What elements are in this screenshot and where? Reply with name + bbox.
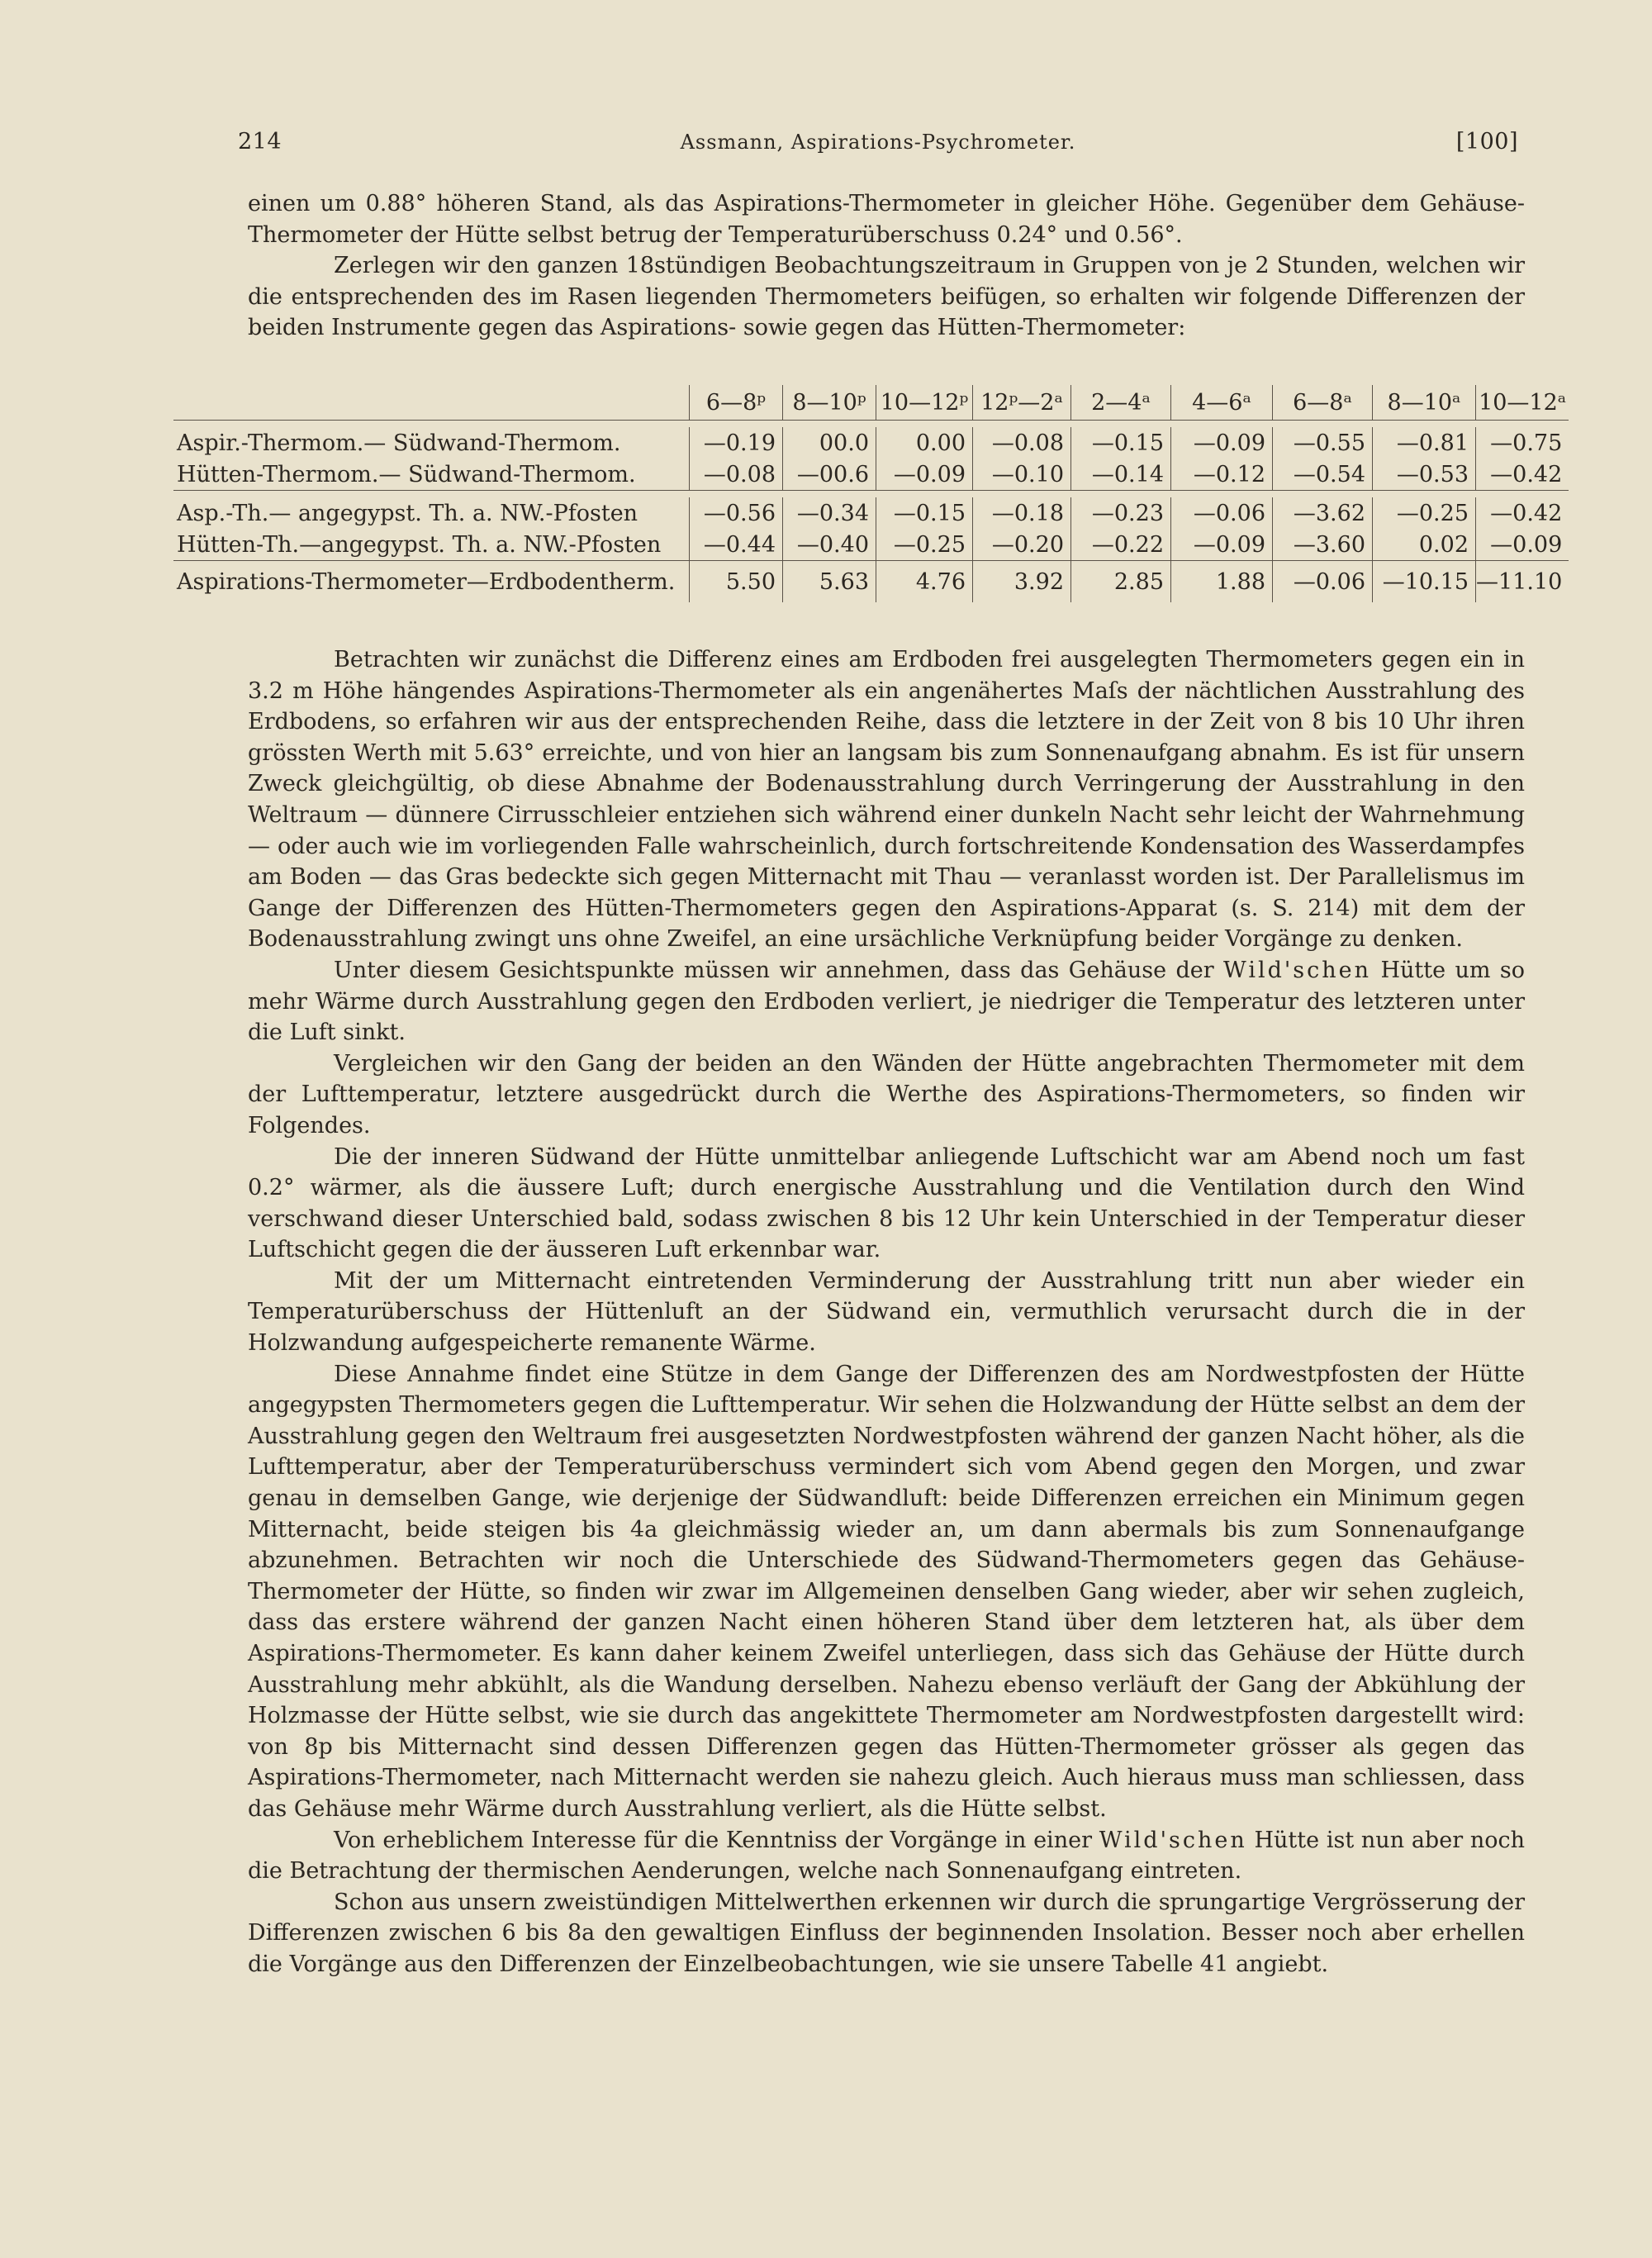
table-cell: —0.56 bbox=[690, 497, 783, 529]
bracket-page-number: [100] bbox=[1455, 129, 1518, 154]
table-row bbox=[173, 529, 1569, 561]
table-cell: —0.19 bbox=[690, 427, 783, 459]
paragraph: Mit der um Mitternacht eintretenden Verminderung der Ausstrahlung tritt nun aber wieder ein Temperaturüberschuss der Hüttenluft an der Südwand ein, vermuthlich verursacht durch die in der Holzwandung aufgespeicherte remanente Wärme. bbox=[248, 1267, 1525, 1357]
table-cell: 2.85 bbox=[1071, 561, 1171, 603]
text-run: Hütte ist nun aber noch die Betrachtung der thermischen Aenderungen, welche nach Sonnenaufgang eintreten. bbox=[248, 1827, 1525, 1885]
table-row bbox=[173, 497, 1569, 529]
header-blank-cell bbox=[173, 385, 690, 421]
paragraph: Die der inneren Südwand der Hütte unmittelbar anliegende Luftschicht war am Abend noch um fast 0.2° wärmer, als die äussere Luft; durch energische Ausstrahlung und die Ventilation durch den Wind verschwand dieser Unterschied bald, sodass zwischen 8 bis 12 Uhr kein Unterschied in der Temperatur dieser Luftschicht gegen die der äusseren Luft erkennbar war. bbox=[248, 1143, 1525, 1263]
paragraph bbox=[248, 1825, 1525, 1887]
table-cell: —0.75 bbox=[1476, 427, 1569, 459]
table-cell: —0.10 bbox=[973, 459, 1071, 491]
column-header: 10—12ᵖ bbox=[876, 385, 973, 421]
table-cell: —0.54 bbox=[1273, 459, 1373, 491]
table-cell: 5.50 bbox=[690, 561, 783, 603]
running-title: Assmann, Aspirations-Psychrometer. bbox=[680, 131, 1076, 154]
table-header-row bbox=[173, 385, 1569, 421]
paragraph: einen um 0.88° höheren Stand, als das Aspirations-Thermometer in gleicher Höhe. Gegenüber dem Gehäuse-Thermometer der Hütte selbst betrug der Temperaturüberschuss 0.24° und 0.56°. bbox=[248, 191, 1525, 248]
table-cell: —0.34 bbox=[783, 497, 876, 529]
table-cell: 4.76 bbox=[876, 561, 973, 603]
paragraph: Betrachten wir zunächst die Differenz eines am Erdboden frei ausgelegten Thermometers gegen ein in 3.2 m Höhe hängendes Aspirations-Thermometer als ein angenähertes Maſs der nächtlichen Ausstrahlung des Erdbodens, so erfahren wir aus der entsprechenden Reihe, dass die letztere in der Zeit von 8 bis 10 Uhr ihren grössten Werth mit 5.63° erreichte, und von hier an langsam bis zum Sonnenaufgang abnahm. Es ist für unsern Zweck gleichgültig, ob diese Abnahme der Bodenausstrahlung durch Verringerung der Ausstrahlung in den Weltraum — dünnere Cirrusschleier entziehen sich während einer dunkeln Nacht sehr leicht der Wahrnehmung — oder auch wie im vorliegenden Falle wahrscheinlich, durch fortschreitende Kondensation des Wasserdampfes am Boden — das Gras bedeckte sich gegen Mitternacht mit Thau — veranlasst worden ist. Der Parallelismus im Gange der Differenzen des Hütten-Thermometers gegen den Aspirations-Apparat (s. S. 214) mit dem der Bodenausstrahlung zwingt uns ohne Zweifel, an eine ursächliche Verknüpfung beider Vorgänge zu denken. bbox=[248, 647, 1525, 953]
table-cell: —0.08 bbox=[973, 427, 1071, 459]
table-cell: —3.60 bbox=[1273, 529, 1373, 561]
table-cell: —0.08 bbox=[690, 459, 783, 491]
text-run: Unter diesem Gesichtspunkte müssen wir annehmen, dass das Gehäuse der bbox=[334, 957, 1214, 983]
table-cell: 5.63 bbox=[783, 561, 876, 603]
differences-table bbox=[173, 385, 1569, 602]
table-cell: —3.62 bbox=[1273, 497, 1373, 529]
table-cell: —0.09 bbox=[1171, 529, 1273, 561]
table-cell: —0.09 bbox=[1171, 427, 1273, 459]
table-cell: —0.25 bbox=[876, 529, 973, 561]
table-row bbox=[173, 427, 1569, 459]
row-label: Aspirations-Thermometer—Erdbodentherm. bbox=[177, 568, 676, 595]
table-cell: 0.00 bbox=[876, 427, 973, 459]
table-cell: —0.09 bbox=[876, 459, 973, 491]
table-row bbox=[173, 459, 1569, 491]
paragraph: Diese Annahme findet eine Stütze in dem Gange der Differenzen des am Nordwestpfosten der Hütte angegypsten Thermometers gegen die Lufttemperatur. Wir sehen die Holzwandung der Hütte selbst an dem der Ausstrahlung gegen den Weltraum frei ausgesetzten Nordwestpfosten während der ganzen Nacht höher, als die Lufttemperatur, aber der Temperaturüberschuss vermindert sich vom Abend gegen den Morgen, und zwar genau in demselben Gange, wie derjenige der Südwandluft: beide Differenzen erreichen ein Minimum gegen Mitternacht, beide steigen bis 4a gleichmässig wieder an, um dann abermals bis zum Sonnenaufgange abzunehmen. Betrachten wir noch die Unterschiede des Südwand-Thermometers gegen das Gehäuse-Thermometer der Hütte, so finden wir zwar im Allgemeinen denselben Gang wieder, aber wir sehen zugleich, dass das erstere während der ganzen Nacht einen höheren Stand über dem letzteren hat, als über dem Aspirations-Thermometer. Es kann daher keinem Zweifel unterliegen, dass sich das Gehäuse der Hütte durch Ausstrahlung mehr abkühlt, als die Wandung derselben. Nahezu ebenso verläuft der Gang der Abkühlung der Holzmasse der Hütte selbst, wie sie durch das angekittete Thermometer am Nordwestpfosten dargestellt wird: von 8p bis Mitternacht sind dessen Differenzen gegen das Hütten-Thermometer grösser als gegen das Aspirations-Thermometer, nach Mitternacht werden sie nahezu gleich. Auch hieraus muss man schliessen, dass das Gehäuse mehr Wärme durch Ausstrahlung verliert, als die Hütte selbst. bbox=[248, 1361, 1525, 1822]
table-cell: —0.22 bbox=[1071, 529, 1171, 561]
table-cell: —0.20 bbox=[973, 529, 1071, 561]
row-label: Asp.-Th.— angegypst. Th. a. NW.-Pfosten bbox=[177, 500, 638, 526]
body-text bbox=[248, 644, 1525, 1980]
table-cell: —0.12 bbox=[1171, 459, 1273, 491]
table-cell: —0.14 bbox=[1071, 459, 1171, 491]
table-cell: —0.44 bbox=[690, 529, 783, 561]
table-spacer bbox=[173, 491, 1569, 498]
column-header: 6—8ᵖ bbox=[690, 385, 783, 421]
page-number: 214 bbox=[238, 129, 282, 154]
table-cell: —0.42 bbox=[1476, 459, 1569, 491]
column-header: 8—10ᵖ bbox=[783, 385, 876, 421]
column-header: 4—6ᵃ bbox=[1171, 385, 1273, 421]
table-spacer bbox=[173, 421, 1569, 428]
text-run: Von erheblichem Interesse für die Kenntniss der Vorgänge in einer bbox=[334, 1827, 1092, 1853]
table-cell: 00.0 bbox=[783, 427, 876, 459]
table-cell: —0.42 bbox=[1476, 497, 1569, 529]
table-cell: —0.81 bbox=[1373, 427, 1476, 459]
intro-text bbox=[248, 188, 1525, 344]
running-header bbox=[238, 129, 1518, 162]
table-cell: —0.25 bbox=[1373, 497, 1476, 529]
table-cell: —0.23 bbox=[1071, 497, 1171, 529]
table-cell: —00.6 bbox=[783, 459, 876, 491]
paragraph: Zerlegen wir den ganzen 18stündigen Beobachtungszeitraum in Gruppen von je 2 Stunden, welchen wir die entsprechenden des im Rasen liegenden Thermometers beifügen, so erhalten wir folgende Differenzen der beiden Instrumente gegen das Aspirations- sowie gegen das Hütten-Thermometer: bbox=[248, 253, 1525, 341]
table-cell: —0.55 bbox=[1273, 427, 1373, 459]
column-header: 8—10ᵃ bbox=[1373, 385, 1476, 421]
table-cell: 0.02 bbox=[1373, 529, 1476, 561]
row-label: Aspir.-Thermom.— Südwand-Thermom. bbox=[177, 430, 621, 456]
table-cell: —0.40 bbox=[783, 529, 876, 561]
table-row bbox=[173, 561, 1569, 603]
row-label: Hütten-Thermom.— Südwand-Thermom. bbox=[173, 459, 690, 491]
table-cell: —0.18 bbox=[973, 497, 1071, 529]
column-header: 10—12ᵃ bbox=[1476, 385, 1569, 421]
table-cell: —0.06 bbox=[1171, 497, 1273, 529]
spaced-name: Wild'schen bbox=[1099, 1827, 1247, 1853]
row-label: Hütten-Th.—angegypst. Th. a. NW.-Pfosten bbox=[173, 529, 690, 561]
table-cell: —0.15 bbox=[1071, 427, 1171, 459]
column-header: 6—8ᵃ bbox=[1273, 385, 1373, 421]
column-header: 2—4ᵃ bbox=[1071, 385, 1171, 421]
text-run: Hütte um so mehr Wärme durch Ausstrahlung gegen den Erdboden verliert, je niedriger die Temperatur des letzteren unter die Luft sinkt. bbox=[248, 957, 1525, 1046]
column-header: 12ᵖ—2ᵃ bbox=[973, 385, 1071, 421]
table-cell: —0.15 bbox=[876, 497, 973, 529]
table-cell: —0.06 bbox=[1273, 561, 1373, 603]
table-cell: —0.09 bbox=[1476, 529, 1569, 561]
table-cell: —10.15 bbox=[1373, 561, 1476, 603]
spaced-name: Wild'schen bbox=[1223, 957, 1372, 983]
table-cell: —11.10 bbox=[1476, 561, 1569, 603]
paragraph bbox=[248, 955, 1525, 1048]
table-cell: 3.92 bbox=[973, 561, 1071, 603]
paragraph: Vergleichen wir den Gang der beiden an den Wänden der Hütte angebrachten Thermometer mit dem der Lufttemperatur, letztere ausgedrückt durch die Werthe des Aspirations-Thermometers, so finden wir Folgendes. bbox=[248, 1050, 1525, 1139]
table-cell: 1.88 bbox=[1171, 561, 1273, 603]
paragraph: Schon aus unsern zweistündigen Mittelwerthen erkennen wir durch die sprungartige Vergrösserung der Differenzen zwischen 6 bis 8a den gewaltigen Einfluss der beginnenden Insolation. Besser noch aber erhellen die Vorgänge aus den Differenzen der Einzelbeobachtungen, wie sie unsere Tabelle 41 angiebt. bbox=[248, 1889, 1525, 1977]
table-cell: —0.53 bbox=[1373, 459, 1476, 491]
